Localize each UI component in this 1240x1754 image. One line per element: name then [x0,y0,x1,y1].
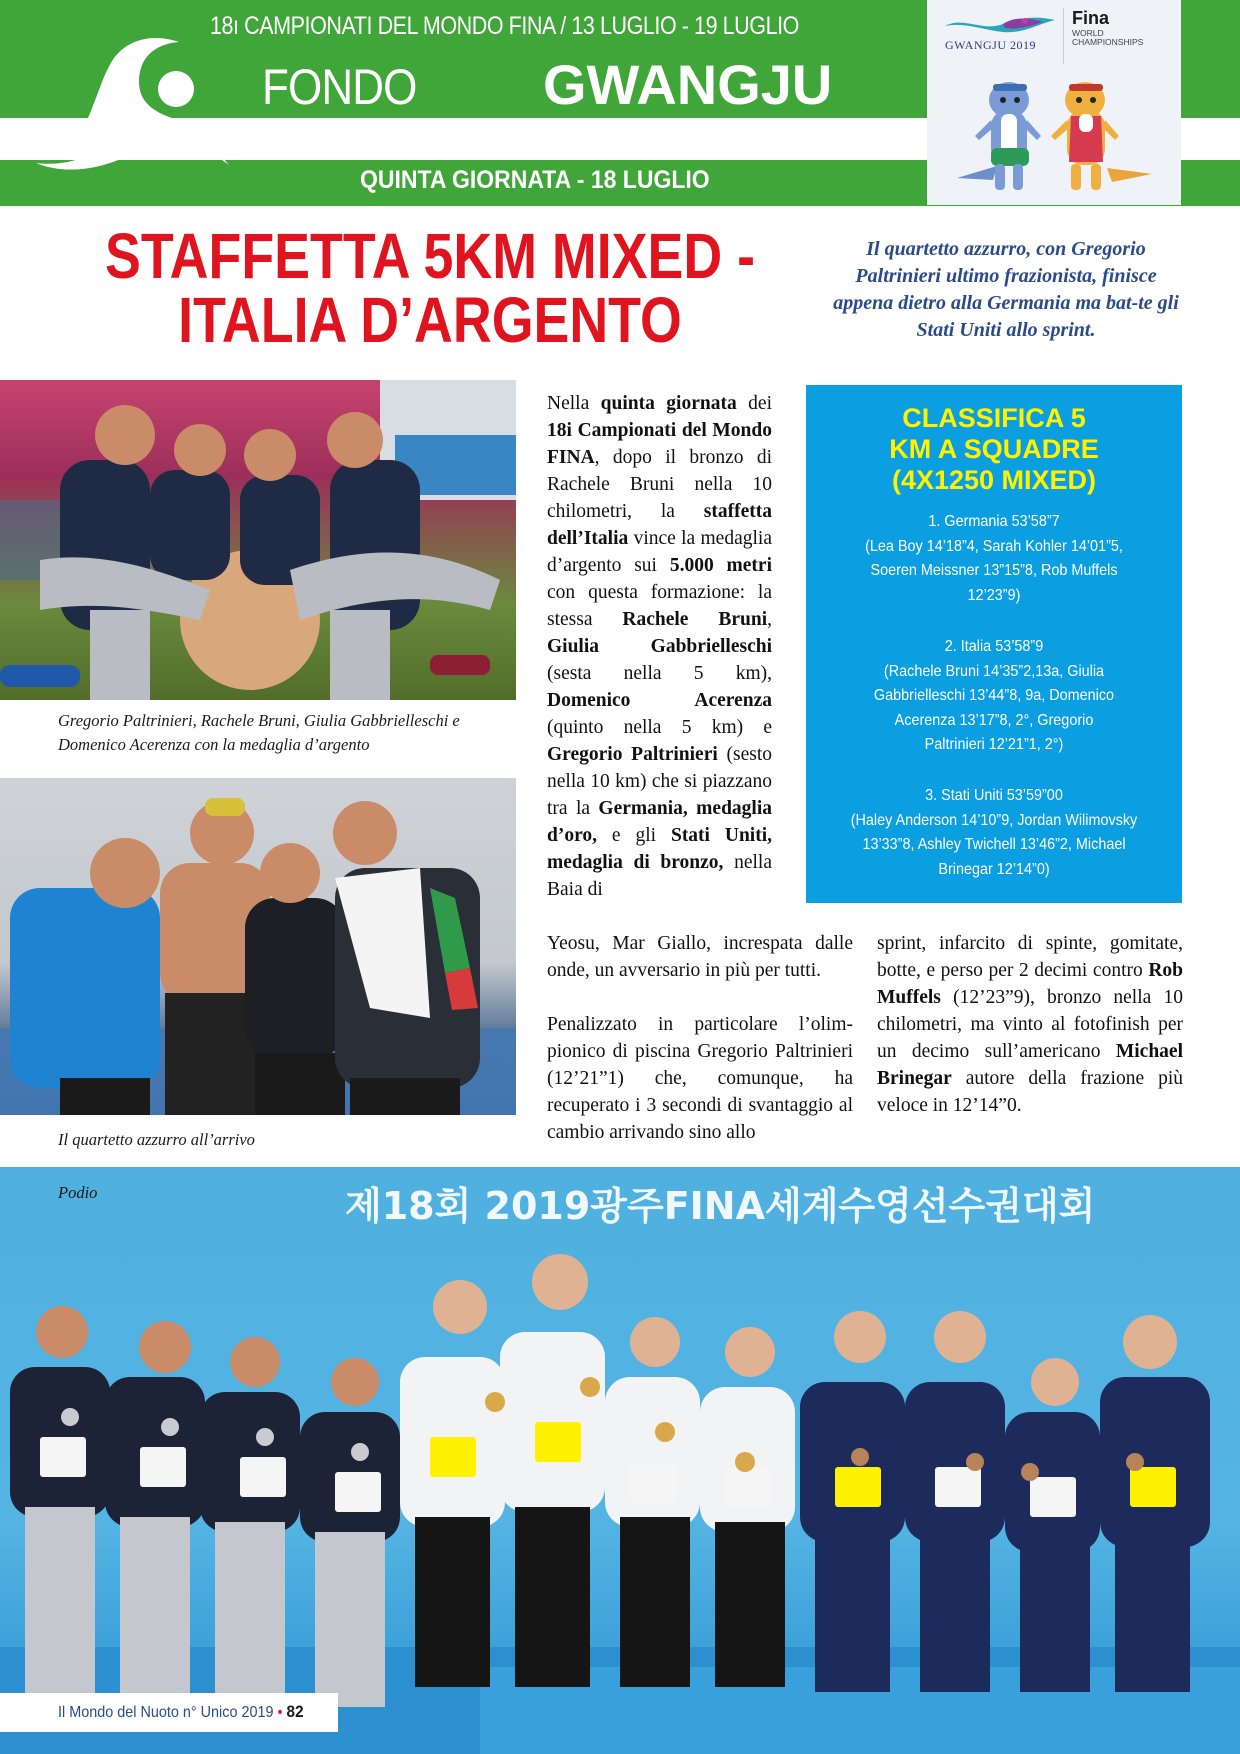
body-bold-run: 18i Campionati del Mondo FINA [547,420,772,468]
article-standfirst: Il quartetto azzurro, con Gregorio Paltrinieri ultimo frazionista, finisce appena dietro alla Germania ma bat-te gli Stati Uniti allo sprint. [833,238,1179,341]
header-location: GWANGJU [543,53,833,116]
body-paragraph-3 [877,930,1183,1119]
results-title [806,403,1182,496]
header-subtitle: 18ı CAMPIONATI DEL MONDO FINA / 13 LUGLIO - 19 LUGLIO [210,12,799,40]
mascots-illustration-icon [947,70,1162,200]
body-text-run: , [767,609,772,630]
podium-banner-text: 제18회 2019광주FINA세계수영선수권대회 [345,1184,1096,1228]
world-championships-text [1072,29,1143,47]
body-text-run: con questa formazione: la stessa [547,582,772,630]
body-text-run: sprint, infarcito di spinte, gomitate, botte, e perso per 2 decimi contro [877,933,1183,981]
swimmer-logo-icon [14,20,234,180]
footer-separator: • [277,1704,283,1721]
body-text-run: , dopo il bronzo di Rachele Bruni nella 10 chilometri, la [547,447,772,522]
body-text-run: vince la medaglia d’argento sui [547,528,772,576]
body-bold-run: Germania, medaglia d’oro, [547,798,772,846]
results-title-line1: CLASSIFICA 5 [902,403,1086,433]
event-logo-panel [927,0,1181,205]
photo-quartet-arrival [0,778,516,1115]
body-text-run: (sesto nella 10 km) che si piazzano tra la [547,744,772,819]
footer-text [58,1702,304,1722]
header-day: QUINTA GIORNATA - 18 LUGLIO [360,166,710,194]
gwangju-wave-logo-icon [943,12,1057,38]
body-text-run: nella Baia di [547,852,772,900]
photo-quartet-illustration [0,778,516,1115]
body-bold-run: Michael Brinegar [877,1041,1183,1089]
podium-caption: Podio [58,1183,98,1202]
photo-team-illustration [0,380,516,700]
title-line-1: STAFFETTA 5KM MIXED - [104,220,756,292]
results-title-line2: KM A SQUADRE [889,434,1099,464]
results-entry-line: Soeren Meissner 13”15”8, Rob Muffels [870,562,1118,579]
photo1-caption: Gregorio Paltrinieri, Rachele Bruni, Giulia Gabbrielleschi e Domenico Acerenza con la medaglia d’argento [58,711,460,754]
results-entry-line: Brinegar 12’14”0) [938,860,1050,878]
photo-team-with-medals [0,380,516,700]
results-entry-rank: 1. Germania 53’58”7 [928,513,1060,530]
logo-divider [1063,8,1064,64]
body-bold-run: Giulia Gabbrielleschi [547,636,772,657]
body-bold-run: 5.000 metri [669,555,772,576]
footer-publication: Il Mondo del Nuoto n° Unico 2019 [58,1704,274,1721]
body-bold-run: staffetta dell’Italia [547,501,772,549]
results-entry-rank: 3. Stati Uniti 53’59”00 [925,787,1063,804]
body-bold-run: quinta giornata [600,393,737,414]
results-entry-line: (Lea Boy 14’18”4, Sarah Kohler 14’01”5, [865,537,1123,555]
podium-athletes-illustration [0,1167,1240,1754]
page-number: 82 [286,1702,304,1721]
title-line-2: ITALIA D’ARGENTO [178,284,682,356]
body-text-run: (quinto nella 5 km) e [547,717,772,738]
results-entry-2 [825,635,1163,758]
body-text-run: autore della frazione più veloce in 12’14”0. [877,1068,1183,1116]
article-title [40,220,820,356]
wc-line2: CHAMPIONSHIPS [1072,37,1144,47]
body-text-run: e gli [597,825,671,846]
results-title-line3: (4X1250 MIXED) [891,465,1097,495]
body-bold-run: Rob Muffels [877,960,1183,1008]
body-text-run: (12’23”9), bronzo nella 10 chilometri, ma vinto al fotofinish per un decimo sull’americano [877,987,1183,1062]
results-entry-line: Paltrinieri 12’21”1, 2°) [924,736,1064,753]
results-entry-line: Gabbrielleschi 13’44”8, 9a, Domenico [873,687,1115,704]
results-entry-line: 13’33”8, Ashley Twichell 13’46”2, Michael [862,836,1126,853]
results-entry-line: (Rachele Bruni 14’35”2,13a, Giulia [883,662,1105,680]
body-paragraph-1 [547,390,772,903]
body-text-run: (sesta nella 5 km), [547,663,772,684]
results-box [806,385,1182,903]
results-entry-1 [825,510,1163,608]
body-bold-run: Rachele Bruni [622,609,768,630]
wc-line1: WORLD [1072,28,1104,38]
body-text-run: Nella [547,393,601,414]
body-paragraph-1-tail: Yeosu, Mar Giallo, increspata dalle onde, un avversario in più per tutti. [547,933,853,981]
header-section: FONDO [262,59,417,115]
results-entry-3 [825,784,1163,882]
results-entry-line: (Haley Anderson 14’10”9, Jordan Wilimovsky [850,811,1138,829]
results-entry-rank: 2. Italia 53’58”9 [944,638,1044,655]
body-paragraph-2: Penalizzato in particolare l’olimpionico di piscina Gregorio Paltrinieri (12’21”1) che, comunque, ha recuperato i 3 secondi di svantaggio al cambio arrivando sino allo [547,1014,853,1143]
body-bold-run: Stati Uniti, medaglia di bronzo, [547,825,772,873]
body-text-run: dei [736,393,772,414]
photo2-caption: Il quartetto azzurro all’arrivo [58,1130,255,1149]
results-entry-line: 12’23”9) [967,586,1021,604]
photo-podium [0,1167,1240,1754]
results-entry-line: Acerenza 13’17”8, 2°, Gregorio [894,711,1094,729]
gwangju-2019-text: GWANGJU 2019 [945,38,1036,52]
body-bold-run: Gregorio Paltrinieri [547,744,718,765]
body-bold-run: Domenico Acerenza [547,690,772,711]
page-footer [0,1693,338,1732]
fina-logo-text: Fina [1072,8,1110,28]
